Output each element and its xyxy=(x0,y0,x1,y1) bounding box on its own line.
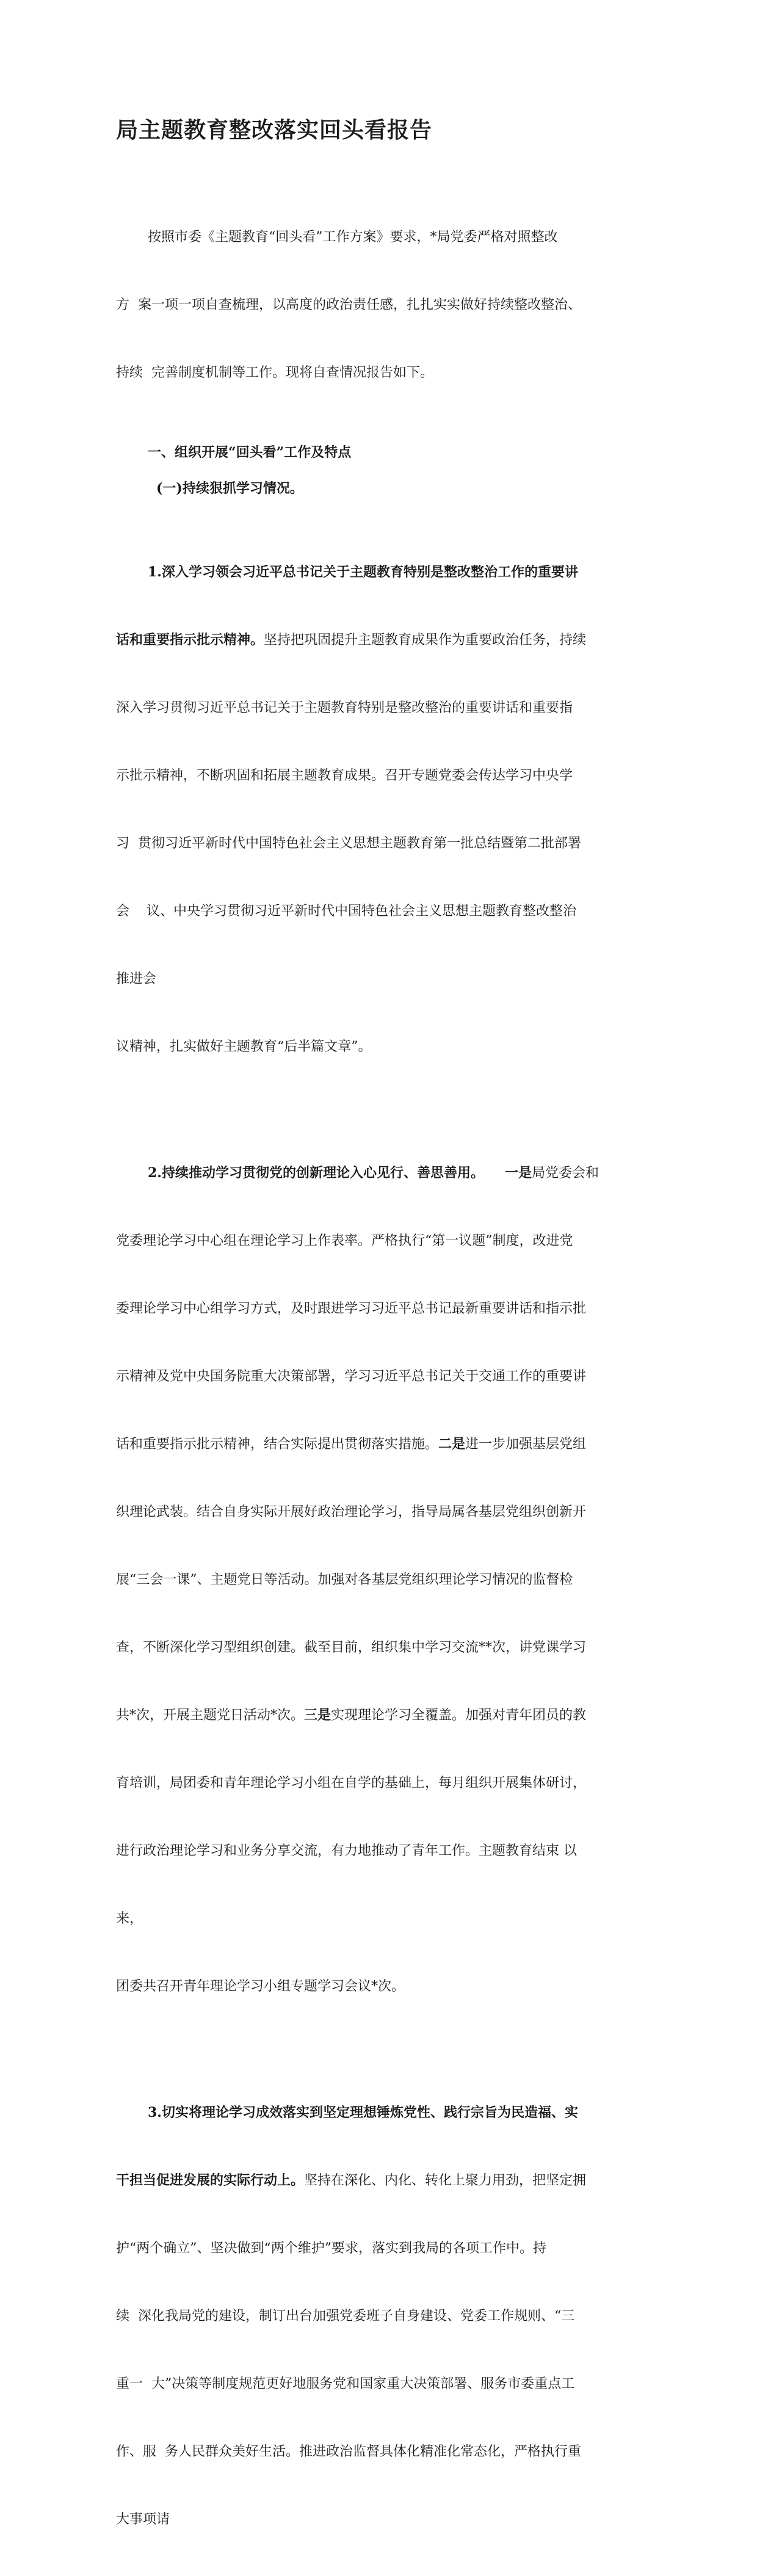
item-2-line: 织理论武装。结合自身实际开展好政治理论学习，指导局属各基层党组织创新开 xyxy=(116,1504,587,1520)
item-1-paragraph xyxy=(116,516,647,1103)
item-3-bold-line: 3.切实将理论学习成效落实到坚定理想锤炼党性、践行宗旨为民造福、实 xyxy=(148,2105,578,2121)
item-1-line: 推进会 xyxy=(116,971,157,987)
item-2-line: 查，不断深化学习型组织创建。截至目前，组织集中学习交流**次，讲党课学习 xyxy=(116,1640,587,1655)
item-2-text: 进一步加强基层党组 xyxy=(465,1437,587,1452)
intro-paragraph xyxy=(116,181,647,429)
section-heading: 一、组织开展“回头看”工作及特点 xyxy=(148,444,352,460)
item-3-line: 作、服 务人民群众美好生活。推进政治监督具体化精准化常态化，严格执行重 xyxy=(116,2444,581,2459)
item-1-bold-line: 话和重要指示批示精神。 xyxy=(116,632,264,648)
item-2-bold-head: 2.持续推动学习贯彻党的创新理论入心见行、善思善用。 xyxy=(148,1165,484,1181)
item-1-line: 习 贯彻习近平新时代中国特色社会主义思想主题教育第一批总结暨第二批部署 xyxy=(116,836,581,851)
item-2-line: 示精神及党中央国务院重大决策部署，学习习近平总书记关于交通工作的重要讲 xyxy=(116,1369,587,1384)
item-2-line: 委理论学习中心组学习方式，及时跟进学习习近平总书记最新重要讲话和指示批 xyxy=(116,1301,587,1316)
item-1-line: 示批示精神，不断巩固和拓展主题教育成果。召开专题党委会传达学习中央学 xyxy=(116,768,573,783)
document-page xyxy=(116,116,647,2576)
item-3-line: 大事项请 xyxy=(116,2512,170,2527)
item-1-line: 深入学习贯彻习近平总书记关于主题教育特别是整改整治的重要讲话和重要指 xyxy=(116,700,573,716)
item-2-line: 团委共召开青年理论学习小组专题学习会议*次。 xyxy=(116,1979,405,1994)
item-2-line: 展“三会一课”、主题党日等活动。加强对各基层党组织理论学习情况的监督检 xyxy=(116,1572,573,1587)
item-2-text: 共*次，开展主题党日活动*次。 xyxy=(116,1708,305,1723)
item-1-line: 会 议、中央学习贯彻习近平新时代中国特色社会主义思想主题教育整改整治 xyxy=(116,904,576,919)
item-2-line: 党委理论学习中心组在理论学习上作表率。严格执行“第一议题”制度，改进党 xyxy=(116,1233,573,1249)
item-2-paragraph xyxy=(116,1117,647,2043)
item-2-marker: 一是 xyxy=(504,1165,532,1181)
item-2-line: 进行政治理论学习和业务分享交流，有力地推动了青年工作。主题教育结束 以 xyxy=(116,1843,577,1859)
item-3-bold-line: 干担当促进发展的实际行动上。 xyxy=(116,2172,305,2188)
item-3-line: 续 深化我局党的建设，制订出台加强党委班子自身建设、党委工作规则、“三 xyxy=(116,2309,575,2324)
document-title: 局主题教育整改落实回头看报告 xyxy=(116,118,433,143)
intro-line: 持续 完善制度机制等工作。现将自查情况报告如下。 xyxy=(116,365,433,380)
item-2-marker: 二是 xyxy=(438,1436,466,1452)
item-2-line: 来， xyxy=(116,1911,143,1926)
item-2-text: 话和重要指示批示精神，结合实际提出贯彻落实措施。 xyxy=(116,1437,439,1452)
item-1-text: 坚持把巩固提升主题教育成果作为重要政治任务，持续 xyxy=(264,633,587,648)
item-3-line: 护“两个确立”、坚决做到“两个维护”要求，落实到我局的各项工作中。持 xyxy=(116,2241,546,2256)
item-2-text: 实现理论学习全覆盖。加强对青年团员的教 xyxy=(331,1708,587,1723)
item-2-line: 育培训，局团委和青年理论学习小组在自学的基础上，每月组织开展集体研讨， xyxy=(116,1776,587,1791)
item-3-paragraph xyxy=(116,2056,647,2576)
subsection-heading: (一)持续狠抓学习情况。 xyxy=(156,481,303,496)
item-3-text: 坚持在深化、内化、转化上聚力用劲，把坚定拥 xyxy=(304,2173,587,2188)
item-3-line: 重一 大”决策等制度规范更好地服务党和国家重大决策部署、服务市委重点工 xyxy=(116,2376,575,2392)
item-1-bold-line: 1.深入学习领会习近平总书记关于主题教育特别是整改整治工作的重要讲 xyxy=(148,564,578,580)
intro-line: 按照市委《主题教育“回头看”工作方案》要求，*局党委严格对照整改 xyxy=(148,230,558,245)
item-2-text: 局党委会和 xyxy=(531,1166,599,1181)
intro-line: 方 案一项一项自查梳理，以高度的政治责任感，扎扎实实做好持续整改整治、 xyxy=(116,297,581,313)
item-1-line: 议精神，扎实做好主题教育“后半篇文章”。 xyxy=(116,1039,372,1054)
item-2-marker: 三是 xyxy=(304,1707,331,1723)
